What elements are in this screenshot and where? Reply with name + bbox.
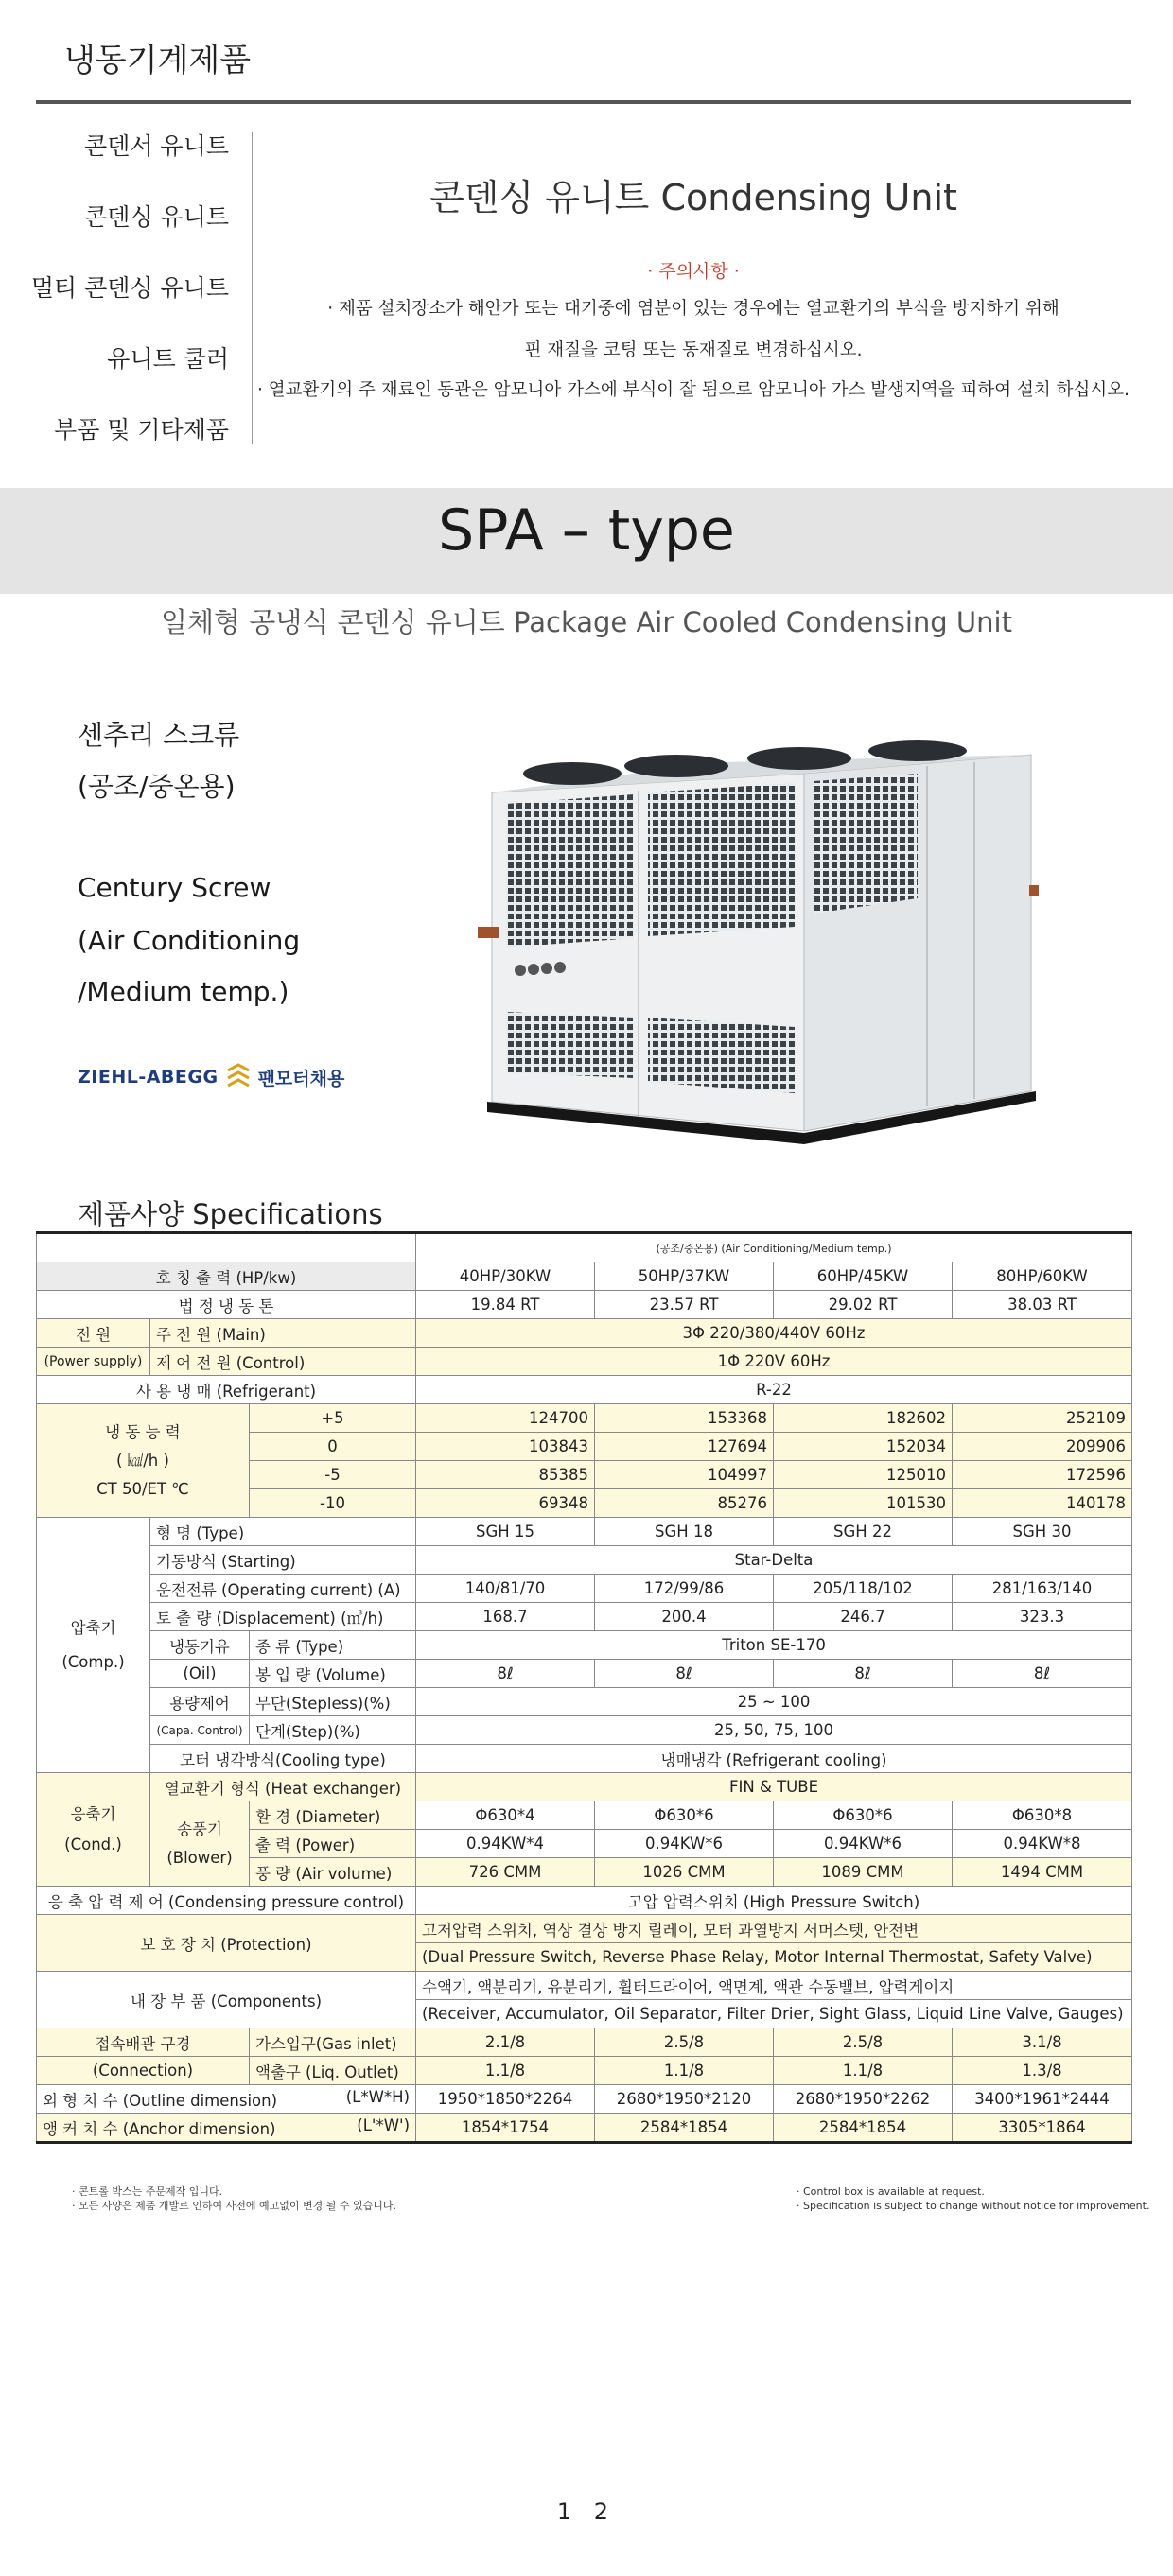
- oil-volume-cell: 8ℓ: [595, 1660, 774, 1688]
- table-row: [37, 1376, 1132, 1404]
- model-cell: 40HP/30KW: [416, 1262, 595, 1291]
- anchor-cell: 2584*1854: [595, 2114, 774, 2143]
- diameter-cell: Φ630*8: [953, 1801, 1132, 1830]
- liquid-outlet-cell: 1.3/8: [953, 2057, 1132, 2085]
- liquid-outlet-cell: 1.1/8: [416, 2057, 595, 2085]
- motor-cooling-value: 냉매냉각 (Refrigerant cooling): [416, 1745, 1132, 1773]
- liquid-outlet-cell: 1.1/8: [595, 2057, 774, 2085]
- et-cell: -5: [250, 1461, 416, 1489]
- oil-type-label: 종 류 (Type): [250, 1631, 416, 1660]
- table-row: [37, 1262, 1132, 1291]
- ps-main-label: 주 전 원 (Main): [150, 1319, 416, 1348]
- sidebar-item-multi-condensing-unit[interactable]: 멀티 콘덴싱 유니트: [30, 274, 229, 302]
- hx-label: 열교환기 형식 (Heat exchanger): [150, 1773, 416, 1801]
- table-row: [37, 1546, 1132, 1575]
- air-volume-label: 풍 량 (Air volume): [250, 1858, 416, 1887]
- table-row: [37, 1660, 1132, 1688]
- spec-table: [36, 1231, 1132, 2144]
- sidebar-nav: [28, 123, 229, 478]
- capa-label-2: (Capa. Control): [150, 1716, 250, 1745]
- protection-value-2: (Dual Pressure Switch, Reverse Phase Relay, Motor Internal Thermostat, Safety Valve): [416, 1943, 1132, 1972]
- diameter-label: 환 경 (Diameter): [250, 1801, 416, 1830]
- capacity-cell: 182602: [774, 1404, 953, 1433]
- stepless-value: 25 ~ 100: [416, 1688, 1132, 1716]
- oil-type-value: Triton SE-170: [416, 1631, 1132, 1660]
- condenser-label: 응축기 (Cond.): [37, 1773, 150, 1887]
- oil-label-1: 냉동기유: [150, 1631, 250, 1660]
- fan-motor-tag: 팬모터채용: [257, 1068, 345, 1089]
- current-cell: 140/81/70: [416, 1575, 595, 1603]
- starting-value: Star-Delta: [416, 1546, 1132, 1575]
- current-cell: 281/163/140: [953, 1575, 1132, 1603]
- displacement-cell: 246.7: [774, 1603, 953, 1631]
- cpc-label: 응 축 압 력 제 어 (Condensing pressure control): [37, 1887, 416, 1915]
- capacity-cell: 252109: [953, 1404, 1132, 1433]
- ref-value: R-22: [416, 1376, 1132, 1404]
- et-cell: +5: [250, 1404, 416, 1433]
- components-label: 내 장 부 품 (Components): [37, 1972, 416, 2028]
- model-ko-use: (공조/중온용): [78, 771, 236, 802]
- header-divider: [36, 100, 1131, 104]
- gas-inlet-cell: 2.1/8: [416, 2028, 595, 2057]
- model-ko-name: 센추리 스크류: [78, 720, 240, 751]
- power-cell: 0.94KW*6: [774, 1830, 953, 1858]
- ps-main-value: 3Φ 220/380/440V 60Hz: [416, 1319, 1132, 1348]
- capacity-cell: 125010: [774, 1461, 953, 1489]
- diameter-cell: Φ630*6: [774, 1801, 953, 1830]
- model-cell: 50HP/37KW: [595, 1262, 774, 1291]
- capacity-cell: 103843: [416, 1433, 595, 1461]
- outline-cell: 3400*1961*2444: [953, 2085, 1132, 2114]
- current-cell: 172/99/86: [595, 1575, 774, 1603]
- brand-name: ZIEHL-ABEGG: [78, 1067, 219, 1088]
- caution-note-1: · 제품 설치장소가 해안가 또는 대기중에 염분이 있는 경우에는 열교환기의 부식을 방지하기 위해: [327, 299, 1059, 319]
- product-image: [473, 700, 1041, 1144]
- header-note: (공조/중온용) (Air Conditioning/Medium temp.): [416, 1233, 1132, 1262]
- components-value-1: 수액기, 액분리기, 유분리기, 휠터드라이어, 액면계, 액관 수동밸브, 압력게이지: [416, 1972, 1132, 2000]
- rt-cell: 29.02 RT: [774, 1291, 953, 1319]
- specs-heading: 제품사양 Specifications: [78, 1198, 383, 1230]
- model-en-use-1: (Air Conditioning: [78, 925, 301, 956]
- brand-mark-icon: [226, 1063, 251, 1091]
- row-label-model: 호 칭 출 력 (HP/kw): [37, 1262, 416, 1291]
- capacity-cell: 172596: [953, 1461, 1132, 1489]
- anchor-label: 앵 커 치 수 (Anchor dimension) (L'*W'): [37, 2114, 416, 2143]
- ref-label: 사 용 냉 매 (Refrigerant): [37, 1376, 416, 1404]
- capacity-cell: 69348: [416, 1489, 595, 1518]
- capacity-cell: 124700: [416, 1404, 595, 1433]
- section-title: 콘덴싱 유니트 Condensing Unit: [429, 177, 957, 218]
- capacity-cell: 101530: [774, 1489, 953, 1518]
- displacement-cell: 323.3: [953, 1603, 1132, 1631]
- air-volume-cell: 1494 CMM: [953, 1858, 1132, 1887]
- outline-cell: 2680*1950*2120: [595, 2085, 774, 2114]
- capacity-cell: 104997: [595, 1461, 774, 1489]
- table-row: [37, 1745, 1132, 1773]
- compressor-label: 압축기 (Comp.): [37, 1518, 150, 1773]
- table-row: [37, 1801, 1132, 1830]
- cpc-value: 고압 압력스위치 (High Pressure Switch): [416, 1887, 1132, 1915]
- displacement-label: 토 출 량 (Displacement) (㎥/h): [150, 1603, 416, 1631]
- capacity-cell: 127694: [595, 1433, 774, 1461]
- power-cell: 0.94KW*6: [595, 1830, 774, 1858]
- hx-value: FIN & TUBE: [416, 1773, 1132, 1801]
- power-label: 출 력 (Power): [250, 1830, 416, 1858]
- sidebar-item-condensing-unit[interactable]: 콘덴싱 유니트: [84, 203, 229, 231]
- oil-volume-cell: 8ℓ: [416, 1660, 595, 1688]
- table-row: [37, 1348, 1132, 1376]
- table-row: [37, 2057, 1132, 2085]
- caution-note-3: · 열교환기의 주 재료인 동관은 암모니아 가스에 부식이 잘 됨으로 암모니아 가스 발생지역을 피하여 설치 하십시오.: [256, 380, 1130, 400]
- caution-title: · 주의사항 ·: [647, 261, 740, 282]
- ps-ctrl-label: 제 어 전 원 (Control): [150, 1348, 416, 1376]
- displacement-cell: 168.7: [416, 1603, 595, 1631]
- table-row: [37, 1773, 1132, 1801]
- capacity-cell: 153368: [595, 1404, 774, 1433]
- type-cell: SGH 15: [416, 1518, 595, 1546]
- liquid-outlet-label: 액출구 (Liq. Outlet): [250, 2057, 416, 2085]
- blower-label: 송풍기 (Blower): [150, 1801, 250, 1887]
- liquid-outlet-cell: 1.1/8: [774, 2057, 953, 2085]
- et-cell: -10: [250, 1489, 416, 1518]
- footnote-en: · Control box is available at request. · Specification is subject to change without notice for improvement.: [797, 2185, 1150, 2212]
- motor-cooling-label: 모터 냉각방식(Cooling type): [150, 1745, 416, 1773]
- table-row: [37, 1972, 1132, 2000]
- ps-label-1: 전 원: [37, 1319, 150, 1348]
- table-row: [37, 1887, 1132, 1915]
- table-row: [37, 1915, 1132, 1943]
- type-label: 형 명 (Type): [150, 1518, 416, 1546]
- components-value-2: (Receiver, Accumulator, Oil Separator, Filter Drier, Sight Glass, Liquid Line Valve, Gauges): [416, 2000, 1132, 2028]
- oil-volume-cell: 8ℓ: [953, 1660, 1132, 1688]
- gas-inlet-cell: 3.1/8: [953, 2028, 1132, 2057]
- table-row: [37, 1404, 1132, 1433]
- anchor-cell: 3305*1864: [953, 2114, 1132, 2143]
- capacity-label: 냉 동 능 력 ( ㎉/h ) CT 50/ET ℃: [37, 1404, 250, 1518]
- rt-cell: 19.84 RT: [416, 1291, 595, 1319]
- model-en-use-2: /Medium temp.): [78, 976, 289, 1007]
- capacity-cell: 85276: [595, 1489, 774, 1518]
- diameter-cell: Φ630*4: [416, 1801, 595, 1830]
- page-numbers: 1 2: [556, 2498, 617, 2525]
- table-row: [37, 2028, 1132, 2057]
- displacement-cell: 200.4: [595, 1603, 774, 1631]
- outline-label: 외 형 치 수 (Outline dimension) (L*W*H): [37, 2085, 416, 2114]
- ziehl-abegg-logo: [78, 1063, 344, 1091]
- protection-value-1: 고저압력 스위치, 역상 결상 방지 릴레이, 모터 과열방지 서머스텟, 안전변: [416, 1915, 1132, 1943]
- table-row: [37, 1688, 1132, 1716]
- outline-cell: 2680*1950*2262: [774, 2085, 953, 2114]
- anchor-cell: 1854*1754: [416, 2114, 595, 2143]
- table-row: [37, 1518, 1132, 1546]
- capacity-cell: 85385: [416, 1461, 595, 1489]
- et-cell: 0: [250, 1433, 416, 1461]
- anchor-cell: 2584*1854: [774, 2114, 953, 2143]
- table-row: [37, 1291, 1132, 1319]
- capa-label-1: 용량제어: [150, 1688, 250, 1716]
- table-row: [37, 1319, 1132, 1348]
- connection-label-2: (Connection): [37, 2057, 250, 2085]
- product-subtitle: 일체형 공냉식 콘덴싱 유니트 Package Air Cooled Condensing Unit: [161, 606, 1012, 638]
- outline-cell: 1950*1850*2264: [416, 2085, 595, 2114]
- table-row: [37, 2085, 1132, 2114]
- table-row: [37, 2114, 1132, 2143]
- caution-note-2: 핀 재질을 코팅 또는 동재질로 변경하십시오.: [524, 340, 863, 360]
- table-row: [37, 1233, 1132, 1262]
- current-label: 운전전류 (Operating current) (A): [150, 1575, 416, 1603]
- table-row: [37, 1575, 1132, 1603]
- air-volume-cell: 726 CMM: [416, 1858, 595, 1887]
- power-cell: 0.94KW*8: [953, 1830, 1132, 1858]
- sidebar-item-parts[interactable]: 부품 및 기타제품: [54, 416, 229, 444]
- row-label-rt: 법 정 냉 동 톤: [37, 1291, 416, 1319]
- oil-volume-label: 봉 입 량 (Volume): [250, 1660, 416, 1688]
- connection-label-1: 접속배관 구경: [37, 2028, 250, 2057]
- air-volume-cell: 1089 CMM: [774, 1858, 953, 1887]
- type-cell: SGH 22: [774, 1518, 953, 1546]
- sidebar-item-unit-cooler[interactable]: 유니트 쿨러: [107, 345, 229, 373]
- type-cell: SGH 30: [953, 1518, 1132, 1546]
- model-cell: 60HP/45KW: [774, 1262, 953, 1291]
- gas-inlet-cell: 2.5/8: [595, 2028, 774, 2057]
- sidebar-item-condenser-unit[interactable]: 콘덴서 유니트: [84, 132, 229, 160]
- table-row: [37, 1631, 1132, 1660]
- step-value: 25, 50, 75, 100: [416, 1716, 1132, 1745]
- current-cell: 205/118/102: [774, 1575, 953, 1603]
- diameter-cell: Φ630*6: [595, 1801, 774, 1830]
- oil-label-2: (Oil): [150, 1660, 250, 1688]
- table-row: [37, 1716, 1132, 1745]
- starting-label: 기동방식 (Starting): [150, 1546, 416, 1575]
- air-volume-cell: 1026 CMM: [595, 1858, 774, 1887]
- model-en-name: Century Screw: [78, 872, 271, 903]
- model-cell: 80HP/60KW: [953, 1262, 1132, 1291]
- type-cell: SGH 18: [595, 1518, 774, 1546]
- gas-inlet-cell: 2.5/8: [774, 2028, 953, 2057]
- step-label: 단계(Step)(%): [250, 1716, 416, 1745]
- capacity-cell: 152034: [774, 1433, 953, 1461]
- page-header-title: 냉동기계제품: [64, 42, 252, 79]
- rt-cell: 38.03 RT: [953, 1291, 1132, 1319]
- stepless-label: 무단(Stepless)(%): [250, 1688, 416, 1716]
- type-title: SPA – type: [438, 497, 735, 564]
- gas-inlet-label: 가스입구(Gas inlet): [250, 2028, 416, 2057]
- ps-ctrl-value: 1Φ 220V 60Hz: [416, 1348, 1132, 1376]
- ps-label-2: (Power supply): [37, 1348, 150, 1376]
- footnote-ko: · 콘트롤 박스는 주문제작 입니다. · 모든 사양은 제품 개발로 인하여 사전에 예고없이 변경 될 수 있습니다.: [72, 2185, 396, 2212]
- table-row: [37, 1603, 1132, 1631]
- capacity-cell: 209906: [953, 1433, 1132, 1461]
- protection-label: 보 호 장 치 (Protection): [37, 1915, 416, 1972]
- power-cell: 0.94KW*4: [416, 1830, 595, 1858]
- oil-volume-cell: 8ℓ: [774, 1660, 953, 1688]
- rt-cell: 23.57 RT: [595, 1291, 774, 1319]
- capacity-cell: 140178: [953, 1489, 1132, 1518]
